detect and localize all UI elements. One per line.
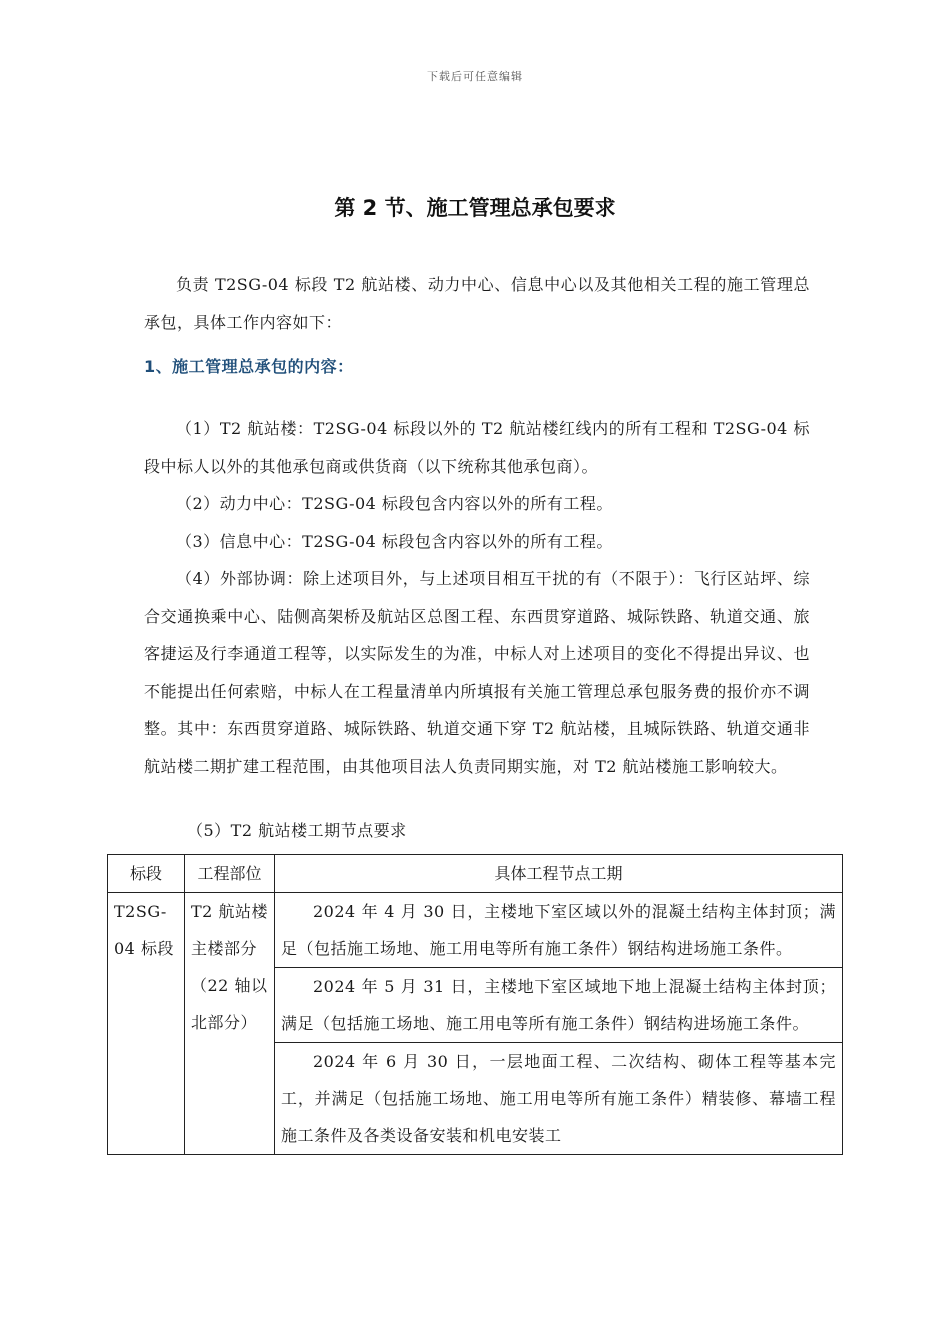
header-part: 工程部位: [185, 855, 275, 893]
table-caption: （5）T2 航站楼工期节点要求: [187, 821, 407, 840]
schedule-table: [107, 854, 843, 1155]
part-cell: T2 航站楼主楼部分（22 轴以北部分）: [185, 893, 275, 1155]
scope-item-terminal: （1）T2 航站楼：T2SG-04 标段以外的 T2 航站楼红线内的所有工程和 T2SG-04 标段中标人以外的其他承包商或供货商（以下统称其他承包商）。: [144, 419, 810, 476]
header-milestones: 具体工程节点工期: [275, 855, 843, 893]
section-heading: 1、施工管理总承包的内容：: [144, 357, 354, 376]
scope-item-power-center: （2）动力中心：T2SG-04 标段包含内容以外的所有工程。: [176, 494, 613, 513]
milestone-text: 2024 年 6 月 30 日，一层地面工程、二次结构、砌体工程等基本完工，并满足（包括施工场地、施工用电等所有施工条件）精装修、幕墙工程施工条件及各类设备安装和机电安装工: [281, 1052, 836, 1145]
segment-cell: T2SG-04 标段: [108, 893, 185, 1155]
milestone-cell: 2024 年 4 月 30 日，主楼地下室区域以外的混凝土结构主体封顶；满足（包括施工场地、施工用电等所有施工条件）钢结构进场施工条件。: [275, 893, 843, 968]
table-row: [108, 893, 843, 968]
milestone-cell-cut: [275, 1043, 843, 1155]
scope-item-info-center: （3）信息中心：T2SG-04 标段包含内容以外的所有工程。: [176, 531, 613, 551]
table-header-row: [108, 855, 843, 893]
milestone-cell: 2024 年 5 月 31 日，主楼地下室区域地下地上混凝土结构主体封顶；满足（包括施工场地、施工用电等所有施工条件）钢结构进场施工条件。: [275, 968, 843, 1043]
header-segment: 标段: [108, 855, 185, 893]
scope-items: [144, 410, 810, 785]
page-title: 第 2 节、施工管理总承包要求: [334, 196, 616, 220]
intro-paragraph: [144, 266, 810, 342]
header-note: 下载后可任意编辑: [427, 70, 523, 83]
intro-text: 负责 T2SG-04 标段 T2 航站楼、动力中心、信息中心以及其他相关工程的施工管理总承包，具体工作内容如下：: [144, 275, 810, 332]
scope-item-external-coordination: （4）外部协调：除上述项目外，与上述项目相互干扰的有（不限于）：飞行区站坪、综合交通换乘中心、陆侧高架桥及航站区总图工程、东西贯穿道路、城际铁路、轨道交通、旅客捷运及行李通道工程等，以实际发生的为准，中标人对上述项目的变化不得提出异议、也不能提出任何索赔，中标人在工程量清单内所填报有关施工管理总承包服务费的报价亦不调整。其中：东西贯穿道路、城际铁路、轨道交通下穿 T2 航站楼，且城际铁路、轨道交通非航站楼二期扩建工程范围，由其他项目法人负责同期实施，对 T2 航站楼施工影响较大。: [144, 569, 810, 776]
